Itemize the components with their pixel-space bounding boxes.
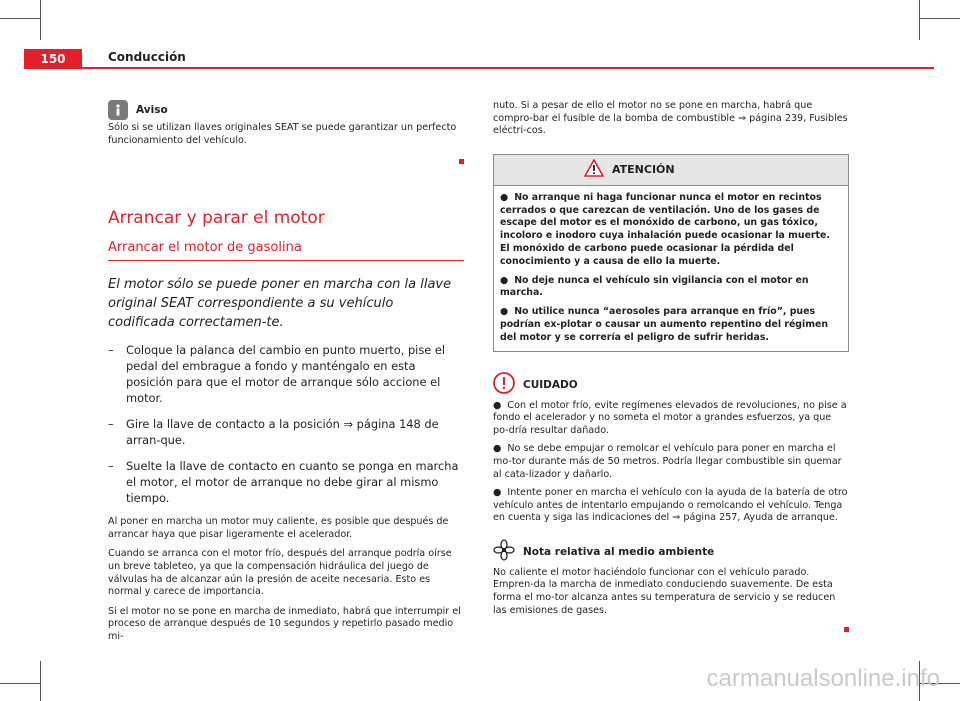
watermark: carmanualsonline.info — [706, 665, 940, 692]
chapter-heading: Arrancar y parar el motor — [108, 208, 325, 229]
section-title: Conducción — [108, 50, 186, 64]
crop-mark — [920, 18, 960, 19]
left-column — [108, 100, 464, 644]
crop-mark — [0, 683, 40, 684]
list-item: – Coloque la palanca del cambio en punto muerto, pise el pedal del embrague a fondo y manténgalo en esta posición para que el motor de arranque sólo accione el motor. — [108, 343, 446, 406]
aviso-heading — [108, 100, 464, 120]
list-item: – Gire la llave de contacto a la posición ⇒ página 148 de arran-que. — [108, 417, 439, 448]
aviso-text: Sólo si se utilizan llaves originales SEAT se puede garantizar un perfecto funcionamiento del vehículo. — [108, 122, 457, 146]
atencion-heading — [494, 155, 848, 186]
flower-icon — [493, 539, 515, 565]
end-mark — [459, 159, 464, 164]
lead-text: El motor sólo se puede poner en marcha con la llave original SEAT correspondiente a su vehículo codificada correctamen-te. — [108, 277, 452, 331]
crop-mark — [40, 0, 41, 40]
cuidado-heading — [493, 372, 849, 398]
warning-triangle-icon — [584, 159, 604, 181]
list-item: ● Intente poner en marcha el vehículo con la ayuda de la batería de otro vehículo antes de intentarlo empujando o remolcando el vehículo. Tenga en cuenta y siga las indicaciones del ⇒ página 257, Ayuda de arranque. — [493, 487, 848, 524]
info-icon — [108, 100, 128, 120]
cuidado-title: CUIDADO — [523, 378, 578, 391]
end-mark — [844, 627, 849, 632]
crop-mark — [0, 18, 40, 19]
list-item: ● No utilice nunca “aerosoles para arranque en frío”, pues podrían ex-plotar o causar un aumento repentino del régimen del motor y se correría el peligro de sufrir heridas. — [500, 306, 829, 343]
paragraph: Cuando se arranca con el motor frío, después del arranque podría oírse un breve tableteo, ya que la compensación hidráulica del juego de válvulas ha de alcanzar aún la presión de aceite necesaria. Esto es normal y carece de importancia. — [108, 548, 452, 598]
page-number: 150 — [24, 49, 82, 69]
crop-mark — [40, 661, 41, 701]
aviso-title: Aviso — [136, 104, 168, 116]
atencion-box — [493, 154, 849, 352]
list-item: ● No arranque ni haga funcionar nunca el motor en recintos cerrados o que carezcan de ventilación. Uno de los gases de escape del motor es el monóxido de carbono, un gas tóxico, incoloro e inodoro cuya inhalación puede ocasionar la muerte. El monóxido de carbono puede ocasionar la pérdida del conocimiento y a causa de ello la muerte. — [500, 191, 830, 267]
steps-list — [108, 342, 464, 506]
paragraph: Al poner en marcha un motor muy caliente, es posible que después de arrancar haya que pisar ligeramente el acelerador. — [108, 516, 449, 540]
list-item: ● Con el motor frío, evite regímenes elevados de revoluciones, no pise a fondo el acelerador y no someta el motor a grandes esfuerzos, ya que po-dría resultar dañado. — [493, 399, 847, 436]
crop-mark — [919, 0, 920, 40]
ambiente-heading — [493, 539, 849, 565]
subsection-heading: Arrancar el motor de gasolina — [108, 240, 464, 261]
ambiente-text: No caliente el motor haciéndolo funcionar con el vehículo parado. Empren-da la marcha de inmediato conduciendo suavemente. De esta forma el mo-tor alcanza antes su temperatura de servicio y se reducen las emisiones de gases. — [493, 566, 836, 616]
paragraph: Si el motor no se pone en marcha de inmediato, habrá que interrumpir el proceso de arranque después de 10 segundos y repetirlo pasado medio mi- — [108, 605, 461, 642]
exclamation-icon — [493, 372, 515, 398]
list-item: – Suelte la llave de contacto en cuanto se ponga en marcha el motor, el motor de arranque no debe girar al mismo tiempo. — [108, 459, 459, 506]
list-item: ● No se debe empujar o remolcar el vehículo para poner en marcha el mo-tor durante más de 50 metros. Podría llegar combustible sin quemar al cata-lizador y dañarlo. — [493, 443, 842, 480]
right-column — [493, 100, 849, 636]
continuation-text: nuto. Si a pesar de ello el motor no se pone en marcha, habrá que compro-bar el fusible de la bomba de combustible ⇒ página 239, Fusibles eléctri-cos. — [493, 100, 848, 137]
header-rule — [82, 67, 934, 69]
list-item: ● No deje nunca el vehículo sin vigilancia con el motor en marcha. — [500, 274, 809, 299]
atencion-title: ATENCIÓN — [612, 163, 675, 177]
ambiente-title: Nota relativa al medio ambiente — [523, 545, 715, 558]
